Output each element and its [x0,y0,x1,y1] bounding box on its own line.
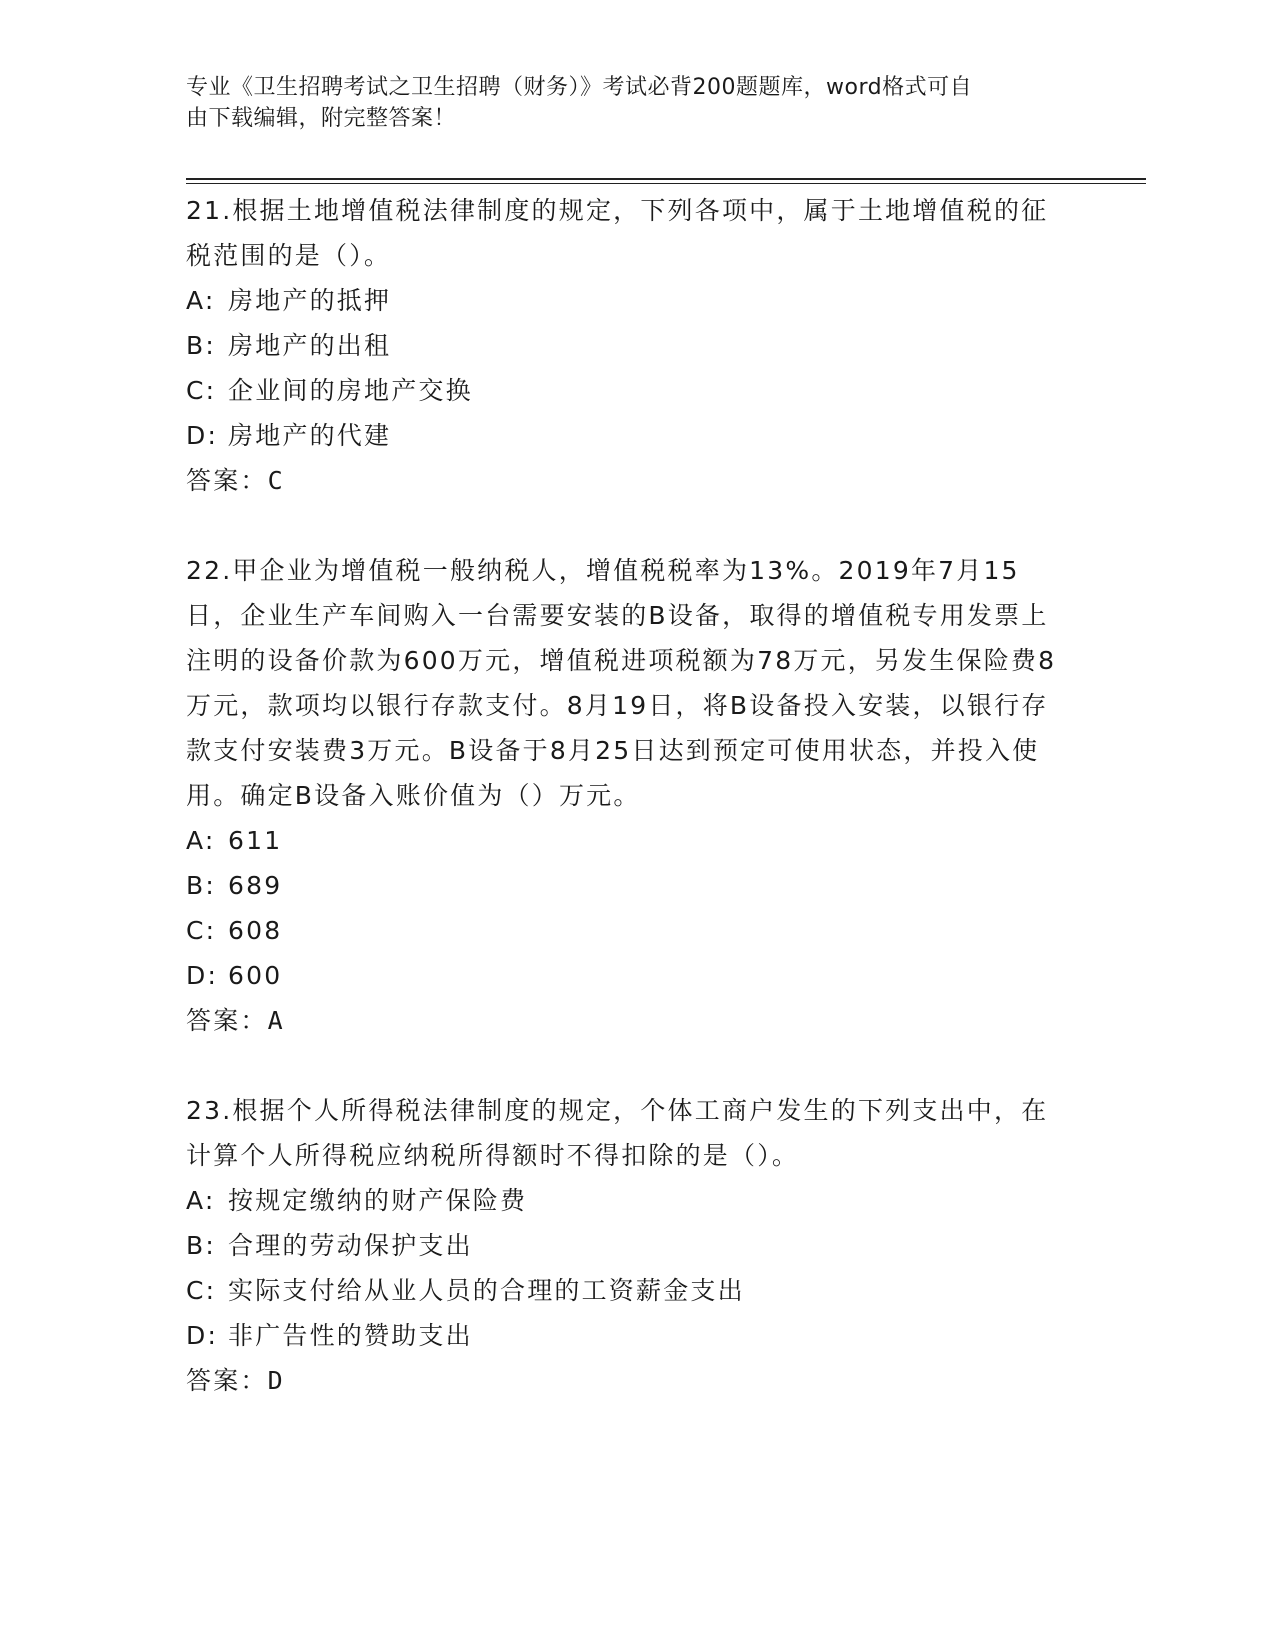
option-text: 合理的劳动保护支出 [228,1231,473,1260]
option-text: 实际支付给从业人员的合理的工资薪金支出 [228,1276,745,1305]
option-c [186,368,1066,413]
option-text: 608 [228,916,283,945]
question-spacer [186,503,1066,548]
option-a [186,818,1066,863]
option-text: 企业间的房地产交换 [228,376,473,405]
option-d [186,953,1066,998]
question-22 [186,548,1066,1043]
header-line-1: 专业《卫生招聘考试之卫生招聘（财务）》考试必背200题题库，word格式可自 [186,75,973,100]
option-letter: B: [186,871,216,900]
answer-line [186,458,1066,503]
option-letter: A: [186,286,216,315]
option-b [186,863,1066,908]
option-a [186,278,1066,323]
option-text: 689 [228,871,283,900]
option-text: 按规定缴纳的财产保险费 [228,1186,528,1215]
answer-line [186,1358,1066,1403]
question-list [186,188,1066,1403]
option-letter: D: [186,421,219,450]
option-b [186,323,1066,368]
answer-line [186,998,1066,1043]
answer-value: A [267,1006,285,1035]
option-c [186,908,1066,953]
question-text: 21.根据土地增值税法律制度的规定，下列各项中，属于土地增值税的征税范围的是（）。 [186,196,1049,270]
question-21 [186,188,1066,503]
option-letter: C: [186,916,217,945]
option-text: 房地产的代建 [228,421,392,450]
option-letter: A: [186,1186,216,1215]
option-a [186,1178,1066,1223]
document-header [186,72,1066,134]
header-rule-thick [186,178,1146,180]
option-letter: D: [186,1321,219,1350]
option-letter: B: [186,1231,216,1260]
header-rule-thin [186,183,1146,184]
option-letter: C: [186,376,217,405]
option-d [186,1313,1066,1358]
option-letter: B: [186,331,216,360]
answer-value: C [267,466,285,495]
option-d [186,413,1066,458]
header-line-2: 由下载编辑，附完整答案！ [186,106,457,131]
answer-label: 答案： [186,466,268,495]
option-text: 房地产的抵押 [228,286,392,315]
option-text: 611 [228,826,283,855]
option-text: 房地产的出租 [228,331,392,360]
answer-label: 答案： [186,1366,268,1395]
option-letter: D: [186,961,219,990]
question-text: 22.甲企业为增值税一般纳税人，增值税税率为13%。2019年7月15日，企业生产车间购入一台需要安装的B设备，取得的增值税专用发票上注明的设备价款为600万元，增值税进项税额为78万元，另发生保险费8万元，款项均以银行存款支付。8月19日，将B设备投入安装，以银行存款支付安装费3万元。B设备于8月25日达到预定可使用状态，并投入使用。确定B设备入账价值为（）万元。 [186,556,1057,810]
option-letter: C: [186,1276,217,1305]
option-letter: A: [186,826,216,855]
option-b [186,1223,1066,1268]
question-spacer [186,1043,1066,1088]
question-23 [186,1088,1066,1403]
question-text: 23.根据个人所得税法律制度的规定，个体工商户发生的下列支出中，在计算个人所得税应纳税所得额时不得扣除的是（）。 [186,1096,1049,1170]
option-text: 600 [228,961,283,990]
answer-label: 答案： [186,1006,268,1035]
option-text: 非广告性的赞助支出 [228,1321,473,1350]
option-c [186,1268,1066,1313]
answer-value: D [267,1366,285,1395]
